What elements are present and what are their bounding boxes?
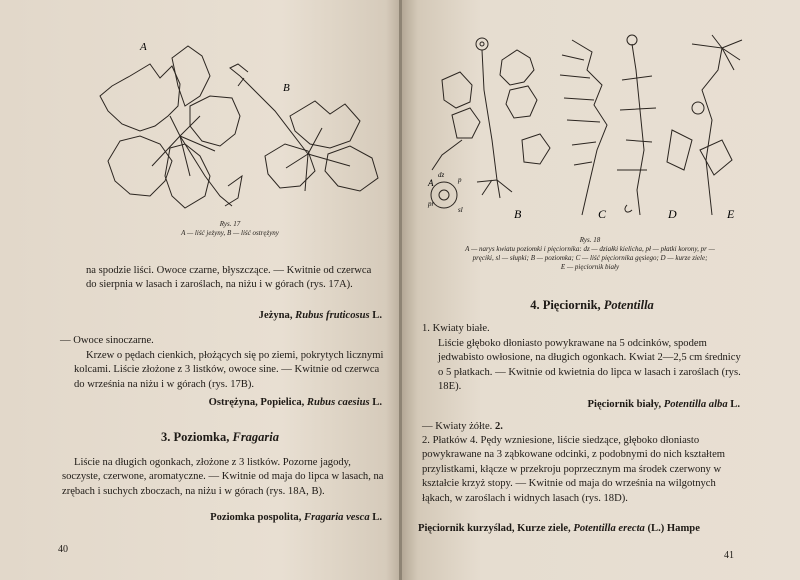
right-paragraph-2: 2. Płatków 4. Pędy wzniesione, liście siedzące, głęboko dłoniasto powykrawane na 3 ząbkowane odcinki, z podobnymi do nich kształtem przylistkami, kłącze w przekroju poprzecznym ma środek czerwony w kształcie krzyż stopy. — Kwitnie od maja do września na wilgotnych łąkach, w zaroślach i widnych lasach (rys. 18D).	[422, 435, 726, 504]
species-pieciornik-kurzyslad-latin: Potentilla erecta	[573, 523, 645, 534]
right-key-2	[422, 420, 722, 434]
figure-18-label-e: E	[727, 207, 735, 221]
figure-18-label-d: D	[668, 207, 677, 221]
species-poziomka	[120, 512, 382, 523]
species-jezyna-author: L.	[372, 310, 382, 321]
figure-18-label-dz: dz	[438, 171, 445, 179]
right-key-2-text: — Kwiaty żółte.	[422, 421, 493, 432]
left-paragraph-3: Liście na długich ogonkach, złożone z 3 listków. Pozorne jagody, soczyste, czerwone, aromatyczne. — Kwitnie od maja do lipca w lasach, na zrębach i suchych zboczach, na niżu i w górach (rys. 18A, B).	[62, 457, 384, 497]
figure-17-caption-title: Rys. 17	[219, 220, 241, 228]
right-key-1: 1. Kwiaty białe.	[422, 323, 490, 334]
species-ostrezyna-latin: Rubus caesius	[306, 397, 370, 408]
figure-17-leaves	[60, 36, 390, 216]
section-heading-poziomka-latin: Fragaria	[232, 430, 280, 444]
species-pieciornik-bialy	[462, 399, 740, 410]
species-pieciornik-kurzyslad-common: Pięciornik kurzyślad, Kurze ziele,	[418, 523, 571, 534]
figure-18-caption-line-1: A — narys kwiatu poziomki i pięciornika: dz — działki kielicha, pł — płatki korony, pr —	[465, 245, 715, 253]
species-pieciornik-kurzyslad	[418, 523, 744, 534]
species-poziomka-common: Poziomka pospolita,	[210, 512, 302, 523]
figure-17-caption-text: A — liść jeżyny, B — liść ostrężyny	[181, 229, 279, 237]
figure-18-caption	[420, 236, 760, 272]
section-heading-pieciornik-latin: Potentilla	[603, 298, 654, 312]
page-number-left: 40	[58, 544, 68, 555]
figure-18-label-sl: sl	[458, 206, 463, 214]
species-ostrezyna	[120, 397, 382, 408]
species-jezyna	[150, 310, 382, 321]
section-heading-poziomka	[90, 430, 350, 445]
right-paragraph-1: Liście głęboko dłoniasto powykrawane na 5 odcinków, spodem jedwabisto owłosione, na długich ogonkach. Kwiat 2—2,5 cm średnicy o 5 płatkach. — Kwitnie od kwietnia do lipca w lasach i zaroślach (rys. 18E).	[438, 338, 741, 393]
species-ostrezyna-common: Ostrężyna, Popielica,	[208, 397, 305, 408]
species-pieciornik-bialy-common: Pięciornik biały,	[587, 399, 662, 410]
species-pieciornik-kurzyslad-author: (L.) Hampe	[647, 523, 700, 534]
figure-17-label-a: A	[140, 41, 147, 53]
figure-18-plants	[422, 30, 762, 230]
right-page	[402, 0, 800, 580]
figure-18-label-a: A	[428, 178, 434, 188]
figure-18-label-p: p	[458, 176, 462, 184]
figure-18-caption-line-3: E — pięciornik biały	[560, 263, 620, 271]
species-poziomka-latin: Fragaria vesca	[304, 512, 370, 523]
left-key-line: — Owoce sinoczarne.	[60, 335, 154, 346]
species-ostrezyna-author: L.	[372, 397, 382, 408]
right-key-2-number: 2.	[494, 421, 503, 432]
figure-17-caption	[110, 220, 350, 238]
species-jezyna-common: Jeżyna,	[258, 310, 293, 321]
species-poziomka-author: L.	[372, 512, 382, 523]
section-heading-pieciornik	[462, 298, 722, 313]
left-paragraph-2: Krzew o pędach cienkich, płożących się po ziemi, pokrytych licznymi kolcami. Liście złożone z 3 listków, owoce sine. — Kwitnie od czerwca do września na niżu i w górach (rys. 17B).	[74, 350, 384, 390]
figure-18-caption-title: Rys. 18	[579, 236, 601, 244]
figure-18-label-pr: pr	[428, 200, 435, 208]
species-pieciornik-bialy-author: L.	[730, 399, 740, 410]
section-heading-poziomka-prefix: 3. Poziomka,	[160, 430, 230, 444]
figure-18-label-c: C	[598, 207, 607, 221]
figure-17-label-b: B	[283, 82, 290, 94]
left-paragraph-1: na spodzie liści. Owoce czarne, błyszczące. — Kwitnie od czerwca do sierpnia w lasach i zaroślach, na niżu i w górach (rys. 17A).	[86, 265, 372, 291]
section-heading-pieciornik-prefix: 4. Pięciornik,	[530, 298, 601, 312]
page-number-right: 41	[724, 550, 734, 561]
figure-18-caption-line-2: pręciki, sl — słupki; B — poziomka; C — liść pięciornika gęsiego; D — kurze ziele;	[472, 254, 708, 262]
species-pieciornik-bialy-latin: Potentilla alba	[663, 399, 728, 410]
species-jezyna-latin: Rubus fruticosus	[295, 310, 370, 321]
figure-18-label-b: B	[514, 207, 522, 221]
